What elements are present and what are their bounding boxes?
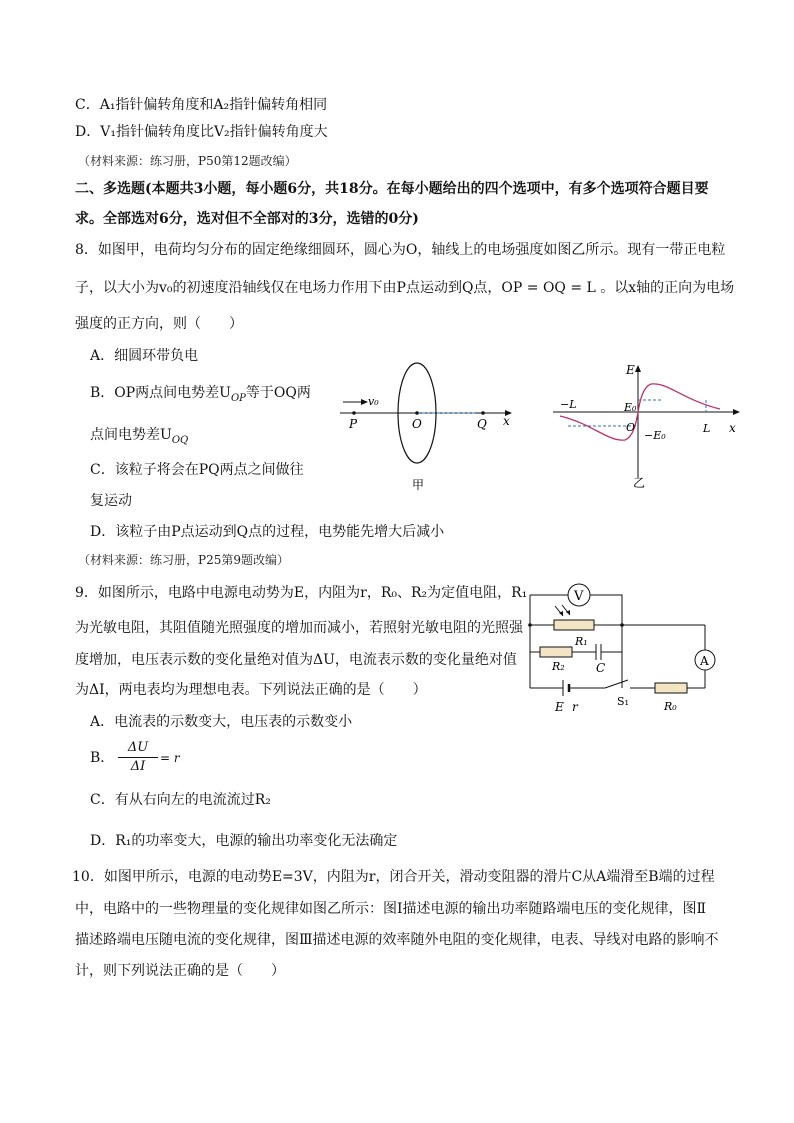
q7-source: （材料来源：练习册，P50第12题改编） xyxy=(78,154,297,168)
voltmeter-label: V xyxy=(574,589,584,604)
label-o: O xyxy=(412,417,422,431)
label-e0: E₀ xyxy=(624,401,637,414)
q8-source: （材料来源：练习册，P25第9题改编） xyxy=(78,553,289,567)
ammeter-label: A xyxy=(700,654,709,668)
figure-circuit xyxy=(520,578,730,718)
label-p: P xyxy=(349,417,358,431)
q10-stem-line2: 中，电路中的一些物理量的变化规律如图乙所示：图Ⅰ描述电源的输出功率随路端电压的变化规律，图Ⅱ xyxy=(75,901,707,917)
q8-option-a: A．细圆环带负电 xyxy=(90,348,199,364)
label-v0: v₀ xyxy=(368,395,379,408)
q9-stem-line3: 度增加，电压表示数的变化量绝对值为ΔU，电流表示数的变化量绝对值 xyxy=(75,652,517,668)
section2-heading-line1: 二、多选题(本题共3小题，每小题6分，共18分。在每小题给出的四个选项中，有多个选项符合题目要 xyxy=(75,181,709,197)
q8-option-c-line1: C．该粒子将会在PQ两点之间做往 xyxy=(90,462,304,478)
q9-option-b-tail: = r xyxy=(160,751,180,765)
figure-ring-axis xyxy=(335,355,525,495)
figure-caption-yi: 乙 xyxy=(633,476,646,490)
q7-option-d: D．V₁指针偏转角度比V₂指针偏转角度大 xyxy=(75,124,328,140)
q8-stem-line1: 8．如图甲，电荷均匀分布的固定绝缘细圆环，圆心为O，轴线上的电场强度如图乙所示。现有一带正电粒 xyxy=(75,242,726,258)
q9-option-c: C．有从右向左的电流流过R₂ xyxy=(90,792,271,808)
q9-option-a: A．电流表的示数变大，电压表的示数变小 xyxy=(90,714,353,730)
label-x: x xyxy=(503,414,510,428)
label-r: r xyxy=(572,700,578,714)
label-r2: R₂ xyxy=(552,660,565,673)
label-r0: R₀ xyxy=(664,700,677,713)
q8-option-b-line2: 点间电势差$U_{OQ}$ xyxy=(90,427,189,446)
q8-stem-line2: 子，以大小为v₀的初速度沿轴线仅在电场力作用下由P点运动到Q点，OP = OQ = L 。以x轴的正向为电场 xyxy=(75,280,735,296)
q9-stem-line2: 为光敏电阻，其阻值随光照强度的增加而减小，若照射光敏电阻的光照强 xyxy=(75,620,523,636)
q8-option-d: D．该粒子由P点运动到Q点的过程，电势能先增大后减小 xyxy=(90,524,445,540)
q9-stem-line4: 为ΔI，两电表均为理想电表。下列说法正确的是（ ） xyxy=(75,682,427,698)
label-x: x xyxy=(729,421,736,435)
q10-stem-line3: 描述路端电压随电流的变化规律，图Ⅲ描述电源的效率随外电阻的变化规律，电表、导线对电路的影响不 xyxy=(75,932,719,948)
q9-option-b-fraction: ΔU ΔI xyxy=(118,740,158,775)
label-q: Q xyxy=(477,417,487,431)
label-neg-l: −L xyxy=(560,398,577,411)
q9-stem-line1: 9．如图所示，电路中电源电动势为E，内阻为r，R₀、R₂为定值电阻，R₁ xyxy=(75,585,528,601)
q8-option-c-line2: 复运动 xyxy=(90,493,132,509)
q7-option-c: C．A₁指针偏转角度和A₂指针偏转角相同 xyxy=(75,97,328,113)
section2-heading-line2: 求。全部选对6分，选对但不全部对的3分，选错的0分) xyxy=(75,211,419,227)
q10-stem-line1: 10．如图甲所示，电源的电动势E=3V，内阻为r，闭合开关，滑动变阻器的滑片C从A端滑至B端的过程 xyxy=(72,869,715,885)
label-e: E xyxy=(626,363,635,377)
q8-option-b-line1: B．OP两点间电势差$U_{OP}$等于OQ两 xyxy=(90,385,311,404)
label-e: E xyxy=(555,700,564,714)
label-l: L xyxy=(703,422,711,435)
q9-option-d: D．R₁的功率变大，电源的输出功率变化无法确定 xyxy=(90,833,398,849)
figure-caption-jia: 甲 xyxy=(412,478,425,492)
figure-field-graph xyxy=(548,360,748,490)
q10-stem-line4: 计，则下列说法正确的是（ ） xyxy=(75,963,285,979)
label-neg-e0: −E₀ xyxy=(644,429,666,442)
label-origin: O xyxy=(626,421,636,434)
q9-option-b-label: B． xyxy=(90,750,115,766)
q8-stem-line3: 强度的正方向，则（ ） xyxy=(75,316,243,332)
label-c: C xyxy=(596,661,606,675)
label-r1: R₁ xyxy=(575,635,588,648)
label-s1: S₁ xyxy=(617,695,629,708)
